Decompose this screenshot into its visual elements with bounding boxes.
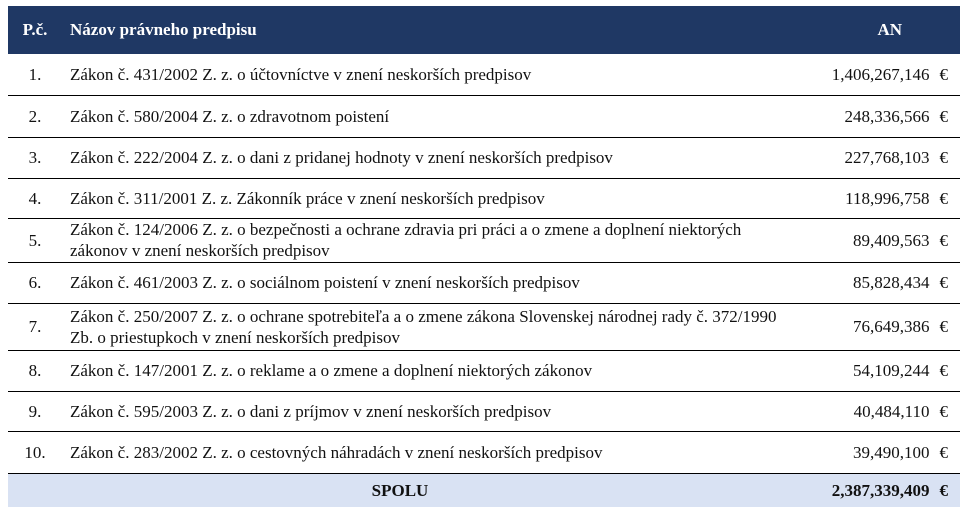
- table-row: [8, 95, 960, 137]
- row-value: 89,409,563: [853, 230, 930, 250]
- table-body: [8, 54, 960, 507]
- header-num: P.č.: [22, 20, 48, 39]
- header-name: Názov právneho predpisu: [70, 20, 257, 39]
- row-value: 227,768,103: [844, 148, 930, 167]
- row-value-cell: [792, 218, 960, 262]
- table-row: [8, 431, 960, 473]
- row-value-cell: [792, 262, 960, 303]
- row-num: 9.: [8, 391, 62, 431]
- row-value: 76,649,386: [853, 317, 930, 336]
- row-value-cell: [792, 350, 960, 391]
- table-header: [8, 6, 960, 54]
- currency-symbol: €: [939, 230, 948, 250]
- row-name: Zákon č. 580/2004 Z. z. o zdravotnom poistení: [62, 95, 792, 137]
- row-name: Zákon č. 283/2002 Z. z. o cestovných náhradách v znení neskorších predpisov: [62, 431, 792, 473]
- row-name: Zákon č. 124/2006 Z. z. o bezpečnosti a ochrane zdravia pri práci a o zmene a doplnení niektorých zákonov v znení neskorších predpisov: [62, 218, 792, 262]
- currency-symbol: €: [939, 106, 948, 126]
- row-value: 118,996,758: [845, 188, 930, 208]
- table-row: [8, 54, 960, 95]
- table-row: [8, 262, 960, 303]
- header-row: [8, 6, 960, 54]
- table-row: [8, 218, 960, 262]
- row-num: 7.: [8, 303, 62, 350]
- currency-symbol: €: [939, 148, 948, 167]
- currency-symbol: €: [939, 401, 948, 421]
- row-value: 39,490,100: [853, 442, 930, 462]
- table-row: [8, 391, 960, 431]
- currency-symbol: €: [939, 480, 948, 500]
- currency-symbol: €: [939, 188, 948, 208]
- currency-symbol: €: [939, 361, 948, 380]
- currency-symbol: €: [939, 273, 948, 292]
- row-value: 1,406,267,146: [831, 64, 930, 84]
- row-value-cell: [792, 303, 960, 350]
- row-value: 248,336,566: [844, 106, 930, 126]
- row-value: 54,109,244: [853, 361, 930, 380]
- row-num: 5.: [8, 218, 62, 262]
- row-num: 8.: [8, 350, 62, 391]
- row-num: 10.: [8, 431, 62, 473]
- table-row: [8, 303, 960, 350]
- row-value-cell: [792, 431, 960, 473]
- total-label: SPOLU: [8, 473, 792, 507]
- row-name: Zákon č. 431/2002 Z. z. o účtovníctve v znení neskorších predpisov: [62, 54, 792, 95]
- row-num: 4.: [8, 178, 62, 218]
- row-name: Zákon č. 461/2003 Z. z. o sociálnom poistení v znení neskorších predpisov: [62, 262, 792, 303]
- header-value: AN: [877, 20, 902, 39]
- currency-symbol: €: [939, 442, 948, 462]
- row-value: 40,484,110: [853, 401, 930, 421]
- row-name: Zákon č. 147/2001 Z. z. o reklame a o zmene a doplnení niektorých zákonov: [62, 350, 792, 391]
- row-num: 1.: [8, 54, 62, 95]
- table-row: [8, 137, 960, 178]
- row-value-cell: [792, 95, 960, 137]
- row-name: Zákon č. 595/2003 Z. z. o dani z príjmov v znení neskorších predpisov: [62, 391, 792, 431]
- row-name: Zákon č. 250/2007 Z. z. o ochrane spotrebiteľa a o zmene zákona Slovenskej národnej rady č. 372/1990 Zb. o priestupkoch v znení neskorších predpisov: [62, 303, 792, 350]
- row-name: Zákon č. 311/2001 Z. z. Zákonník práce v znení neskorších predpisov: [62, 178, 792, 218]
- table-row: [8, 350, 960, 391]
- currency-symbol: €: [939, 64, 948, 84]
- row-name: Zákon č. 222/2004 Z. z. o dani z pridanej hodnoty v znení neskorších predpisov: [62, 137, 792, 178]
- row-num: 6.: [8, 262, 62, 303]
- currency-symbol: €: [939, 317, 948, 336]
- table-row: [8, 178, 960, 218]
- row-num: 2.: [8, 95, 62, 137]
- row-value-cell: [792, 178, 960, 218]
- row-value-cell: [792, 391, 960, 431]
- row-value-cell: [792, 137, 960, 178]
- row-value-cell: [792, 54, 960, 95]
- laws-table: [8, 6, 960, 507]
- row-num: 3.: [8, 137, 62, 178]
- row-value: 85,828,434: [853, 273, 930, 292]
- total-value: 2,387,339,409: [831, 480, 930, 500]
